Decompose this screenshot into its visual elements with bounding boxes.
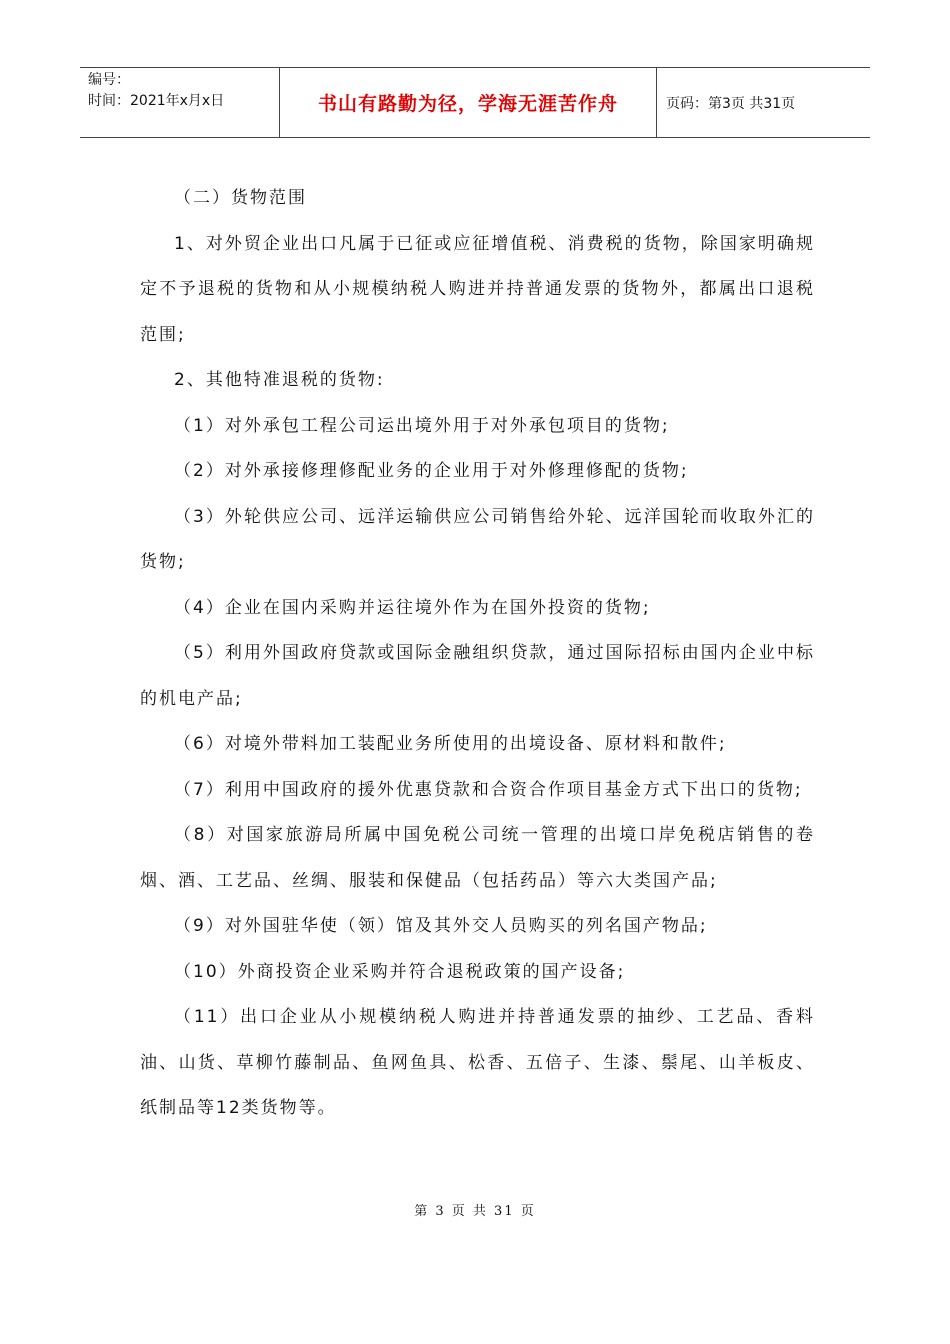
list-item: （2）对外承接修理修配业务的企业用于对外修理修配的货物; [174, 461, 689, 481]
header-meta [80, 68, 280, 137]
page-footer: 第 3 页 共 31 页 [414, 1204, 536, 1219]
number-label: 编号： [88, 72, 130, 88]
header-page-info: 页码：第3页 共31页 [666, 95, 796, 112]
list-item: （3）外轮供应公司、远洋运输供应公司销售给外轮、远洋国轮而收取外汇的货物; [140, 506, 815, 572]
list-item: （4）企业在国内采购并运往境外作为在国外投资的货物; [174, 597, 651, 618]
list-item: （11）出口企业从小规模纳税人购进并持普通发票的抽纱、工艺品、香料油、山货、草柳竹藤制品、鱼网鱼具、松香、五倍子、生漆、鬃尾、山羊板皮、纸制品等12类货物等。 [140, 1007, 815, 1118]
document-header [80, 67, 870, 138]
list-item: （10）外商投资企业采购并符合退税政策的国产设备; [174, 961, 626, 982]
list-item: （9）对外国驻华使（领）馆及其外交人员购买的列名国产物品; [174, 916, 708, 936]
list-item: （7）利用中国政府的援外优惠贷款和合资合作项目基金方式下出口的货物; [174, 779, 803, 800]
list-item: （8）对国家旅游局所属中国免税公司统一管理的出境口岸免税店销售的卷烟、酒、工艺品、丝绸、服装和保健品（包括药品）等六大类国产品; [140, 825, 815, 891]
list-item: （5）利用外国政府贷款或国际金融组织贷款，通过国际招标由国内企业中标的机电产品; [140, 643, 815, 709]
time-label: 时间：2021年x月x日 [88, 93, 225, 109]
header-motto: 书山有路勤为径，学海无涯苦作舟 [280, 68, 657, 137]
list-item: （6）对境外带料加工装配业务所使用的出境设备、原材料和散件; [174, 734, 727, 754]
paragraph: 1、对外贸企业出口凡属于已征或应征增值税、消费税的货物，除国家明确规定不予退税的货物和从小规模纳税人购进并持普通发票的货物外，都属出口退税范围; [140, 233, 815, 345]
section-heading: （二）货物范围 [174, 188, 307, 208]
document-body [140, 176, 815, 1132]
list-item: （1）对外承包工程公司运出境外用于对外承包项目的货物; [174, 415, 670, 436]
paragraph: 2、其他特准退税的货物: [174, 370, 385, 390]
